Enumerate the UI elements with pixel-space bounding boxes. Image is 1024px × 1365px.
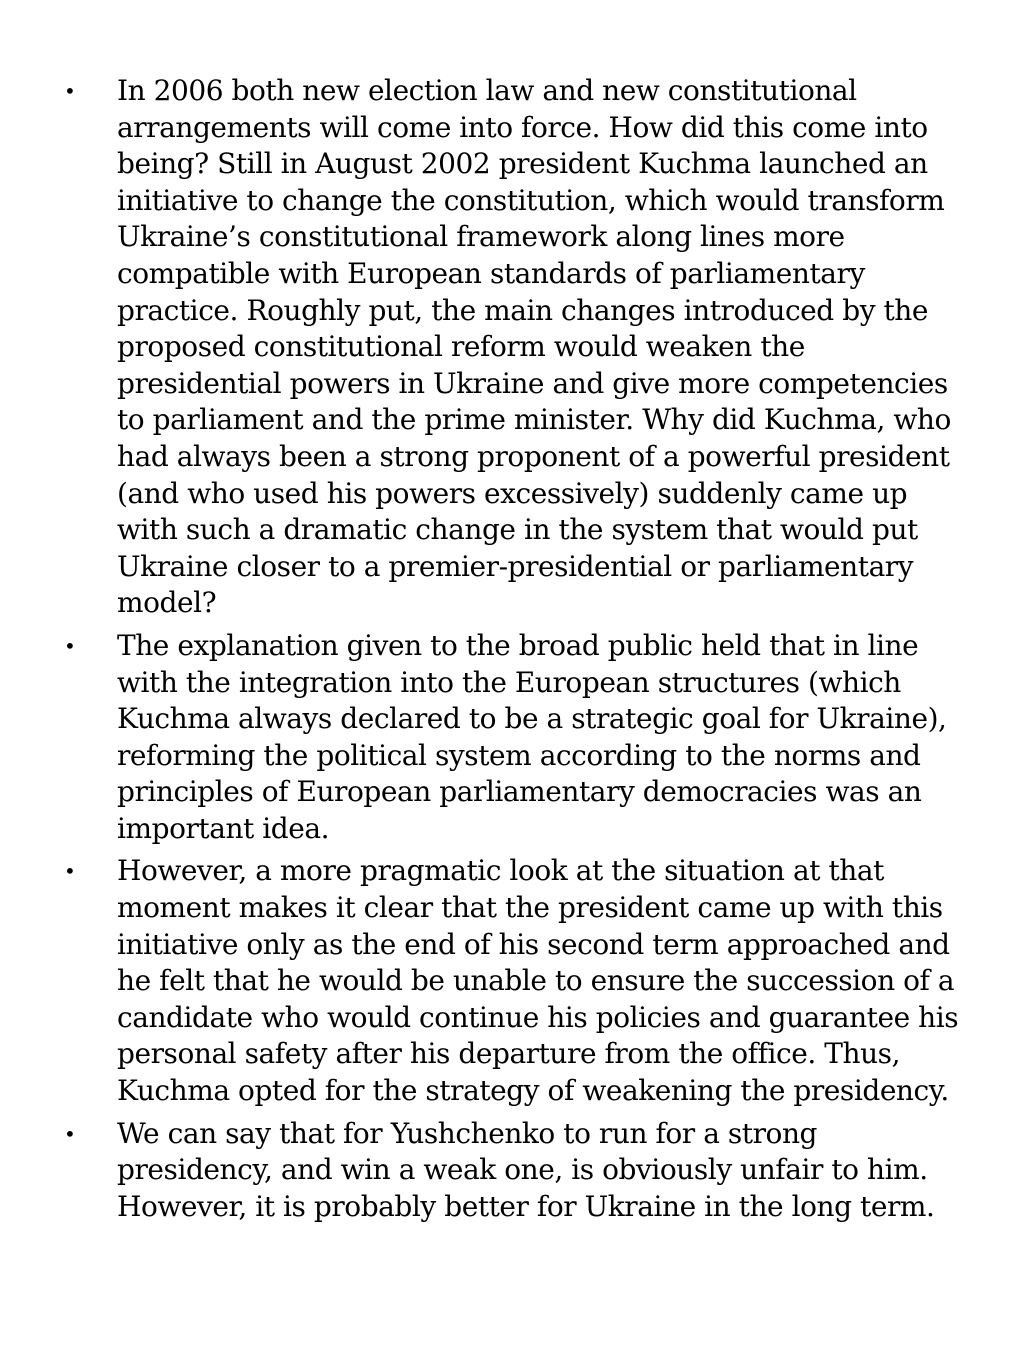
bullet-item <box>0 853 1024 1109</box>
paragraph-text: However, a more pragmatic look at the situation at that moment makes it clear that the president came up with this initiative only as the end of his second term approached and he felt that he would be unable to ensure the succession of a candidate who would continue his policies and guarantee his personal safety after his departure from the office. Thus, Kuchma opted for the strategy of weakening the presidency. <box>117 854 959 1108</box>
paragraph-text: The explanation given to the broad public held that in line with the integration into the European structures (which Kuchma always declared to be a strategic goal for Ukraine), reforming the political system according to the norms and principles of European parliamentary democracies was an important idea. <box>117 628 947 845</box>
bullet-marker: • <box>64 859 76 884</box>
bullet-marker: • <box>64 79 76 103</box>
bullet-item <box>0 628 1024 848</box>
bullet-item <box>0 73 1024 622</box>
bullet-marker: • <box>64 633 76 658</box>
bullet-item <box>0 1116 1024 1226</box>
bullet-list <box>0 73 1024 1231</box>
paragraph-text: We can say that for Yushchenko to run for a strong presidency, and win a weak one, is obviously unfair to him. However, it is probably better for Ukraine in the long term. <box>117 1116 935 1223</box>
bullet-marker: • <box>64 1121 76 1146</box>
paragraph-text: In 2006 both new election law and new constitutional arrangements will come into force. How did this come into being? Still in August 2002 president Kuchma launched an initiative to change the constitution, which would transform Ukraine’s constitutional framework along lines more compatible with European standards of parliamentary practice. Roughly put, the main changes introduced by the proposed constitutional reform would weaken the presidential powers in Ukraine and give more competencies to parliament and the prime minister. Why did Kuchma, who had always been a strong proponent of a powerful president (and who used his powers excessively) suddenly came up with such a dramatic change in the system that would put Ukraine closer to a premier-presidential or parliamentary model? <box>117 74 951 620</box>
